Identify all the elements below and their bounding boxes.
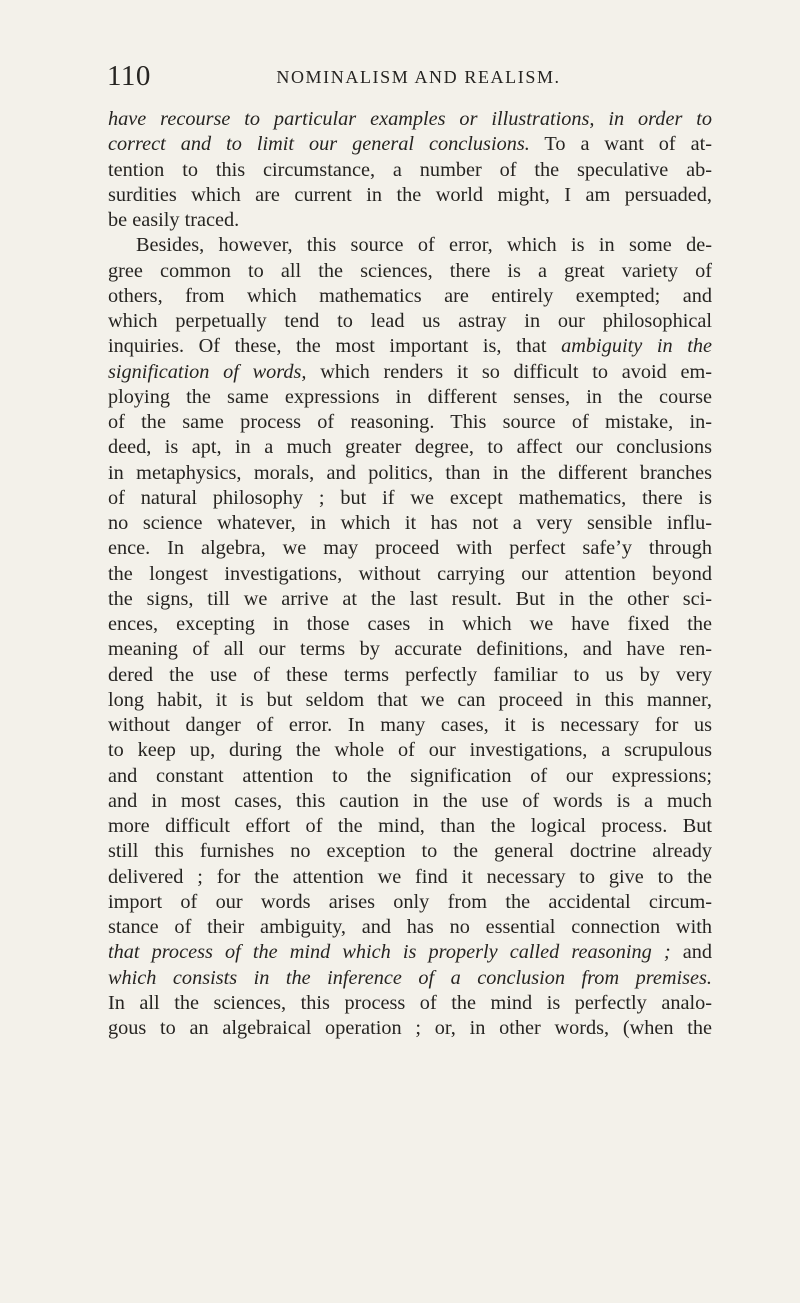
text-line — [108, 966, 712, 991]
text-segment: meaning of all our terms by accurate definitions, and have ren- — [108, 638, 712, 661]
text-line — [108, 688, 712, 713]
text-line — [108, 208, 712, 233]
italic-text: correct and to limit our general conclusions. — [108, 133, 530, 156]
text-segment: delivered ; for the attention we find it necessary to give to the — [108, 865, 712, 888]
text-line — [108, 865, 712, 890]
text-line — [108, 284, 712, 309]
text-segment: ences, excepting in those cases in which we have fixed the — [108, 613, 712, 635]
italic-text: that process of the mind which is properly called reasoning ; — [108, 941, 671, 964]
text-line — [108, 1016, 712, 1041]
text-line — [108, 789, 712, 814]
text-line — [108, 915, 712, 940]
text-segment: In all the sciences, this process of the mind is perfectly analo- — [108, 991, 712, 1014]
text-line — [108, 890, 712, 915]
text-segment: the longest investigations, without carrying our attention beyond — [108, 562, 712, 585]
text-line — [108, 158, 712, 183]
text-segment: inquiries. Of these, the most important is, that — [108, 335, 562, 358]
text-line — [108, 663, 712, 688]
running-title: NOMINALISM AND REALISM. — [276, 67, 561, 87]
text-segment: dered the use of these terms perfectly familiar to us by very — [108, 663, 712, 686]
text-segment: and — [670, 941, 712, 964]
text-line — [108, 132, 712, 157]
text-line — [108, 511, 712, 536]
text-segment: ploying the same expressions in different senses, in the course — [108, 385, 712, 408]
text-segment: of the same process of reasoning. This source of mistake, in- — [108, 411, 712, 433]
text-line — [108, 309, 712, 334]
text-segment: import of our words arises only from the accidental circum- — [108, 890, 712, 913]
text-segment: no science whatever, in which it has not a very sensible influ- — [108, 512, 712, 534]
text-line — [108, 183, 712, 208]
text-line — [108, 461, 712, 486]
text-line — [108, 764, 712, 789]
text-segment: without danger of error. In many cases, it is necessary for us — [108, 714, 712, 736]
text-segment: more difficult effort of the mind, than the logical process. But — [108, 815, 712, 837]
italic-text: ambiguity in the — [561, 335, 713, 358]
text-segment: To a want of at- — [529, 133, 713, 156]
text-segment: still this furnishes no exception to the general doctrine already — [108, 840, 712, 863]
text-segment: in metaphysics, morals, and politics, than in the different branches — [108, 461, 712, 484]
text-segment: and in most cases, this caution in the use of words is a much — [108, 789, 712, 812]
text-line — [108, 334, 712, 359]
text-segment: deed, is apt, in a much greater degree, to affect our conclusions — [108, 436, 712, 459]
text-line — [108, 940, 712, 965]
text-segment: surdities which are current in the world might, I am persuaded, — [108, 183, 712, 206]
text-segment: be easily traced. — [108, 209, 240, 231]
page-number: 110 — [107, 60, 151, 92]
text-line — [108, 536, 712, 561]
text-segment: long habit, it is but seldom that we can proceed in this manner, — [108, 688, 712, 711]
text-segment: stance of their ambiguity, and has no essential connection with — [108, 916, 712, 938]
text-line — [108, 233, 712, 258]
text-line — [108, 410, 712, 435]
text-line — [108, 107, 712, 132]
text-segment: Besides, however, this source of error, which is in some de- — [136, 234, 712, 257]
text-line — [108, 435, 712, 460]
body-text — [108, 107, 712, 1041]
page-header — [107, 58, 712, 94]
text-line — [108, 637, 712, 662]
text-segment: the signs, till we arrive at the last result. But in the other sci- — [108, 587, 712, 610]
text-line — [108, 385, 712, 410]
text-segment: ence. In algebra, we may proceed with perfect safeʼy through — [108, 537, 712, 560]
text-line — [108, 587, 712, 612]
text-segment: others, from which mathematics are entirely exempted; and — [108, 284, 712, 307]
text-segment: to keep up, during the whole of our investigations, a scrupulous — [108, 739, 712, 762]
text-line — [108, 738, 712, 763]
text-segment: which perpetually tend to lead us astray in our philosophical — [108, 310, 712, 332]
italic-text: signification of words, — [108, 360, 307, 383]
text-segment: and constant attention to the signification of our expressions; — [108, 764, 712, 787]
text-segment: gous to an algebraical operation ; or, in other words, (when the — [108, 1017, 712, 1039]
italic-text: have recourse to particular examples or illustrations, in order to — [108, 108, 712, 130]
text-segment: which renders it so difficult to avoid em- — [306, 360, 712, 383]
text-segment: tention to this circumstance, a number of the speculative ab- — [108, 158, 712, 181]
text-line — [108, 259, 712, 284]
text-line — [108, 991, 712, 1016]
text-line — [108, 562, 712, 587]
text-line — [108, 486, 712, 511]
text-line — [108, 713, 712, 738]
text-segment: of natural philosophy ; but if we except mathematics, there is — [108, 486, 712, 509]
text-line — [108, 814, 712, 839]
text-line — [108, 839, 712, 864]
text-line — [108, 360, 712, 385]
text-segment: gree common to all the sciences, there is a great variety of — [108, 259, 712, 282]
italic-text: which consists in the inference of a conclusion from premises. — [108, 966, 712, 989]
text-line — [108, 612, 712, 637]
